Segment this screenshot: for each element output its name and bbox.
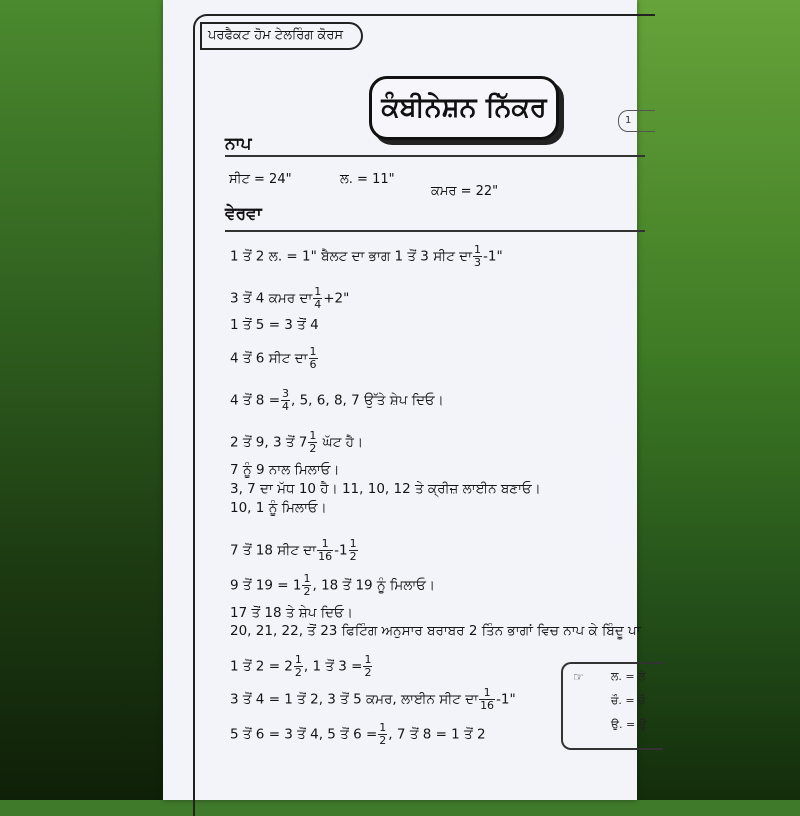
fraction <box>479 687 495 712</box>
length-measure: ਲ. = 11" <box>340 172 395 187</box>
step-text: , 18 ਤੋਂ 19 ਨੂੰ ਮਿਲਾਓ। <box>312 577 435 594</box>
step-text: 4 ਤੋਂ 8 = <box>230 392 281 409</box>
step-line <box>230 430 363 455</box>
fraction-denominator: 4 <box>282 400 290 413</box>
fraction <box>378 722 387 747</box>
fraction <box>294 654 303 679</box>
background-grass-left <box>0 0 165 800</box>
step-text: , 7 ਤੋਂ 8 = 1 ਤੋਂ 2 <box>388 726 486 743</box>
legend-item: ਉ. = ਉ <box>611 718 647 731</box>
step-text: 17 ਤੋਂ 18 ਤੇ ਸ਼ੇਪ ਦਿਓ। <box>230 605 353 621</box>
fraction-numerator: 1 <box>479 687 495 700</box>
book-page <box>163 0 647 800</box>
step-text: 10, 1 ਨੂੰ ਮਿਲਾਓ। <box>230 500 327 516</box>
fraction-denominator: 2 <box>303 585 311 598</box>
page-title: ਕੰਬੀਨੇਸ਼ਨ ਨਿੱਕਰ <box>369 76 559 140</box>
step-line <box>230 622 641 640</box>
measurements-rule <box>225 155 645 157</box>
step-line <box>230 388 444 413</box>
step-text: 1 ਤੋਂ 5 = 3 ਤੋਂ 4 <box>230 317 319 333</box>
step-text: , 1 ਤੋਂ 3 = <box>303 658 363 675</box>
fraction-numerator: 1 <box>379 721 387 734</box>
fraction-numerator: 1 <box>314 285 322 298</box>
fraction-numerator: 3 <box>282 387 290 400</box>
step-line <box>230 604 353 622</box>
fraction-denominator: 16 <box>318 550 333 563</box>
step-line <box>230 244 503 269</box>
legend-item: ਲ. = ਲੰ <box>611 670 646 683</box>
step-text: 4 ਤੋਂ 6 ਸੀਟ ਦਾ <box>230 350 308 367</box>
fraction-numerator: 1 <box>309 345 317 358</box>
step-line <box>230 499 327 517</box>
step-line <box>230 286 349 311</box>
step-line <box>230 573 435 598</box>
step-line <box>230 687 516 712</box>
step-line <box>230 722 486 747</box>
step-text: -1 <box>334 542 348 559</box>
fraction-denominator: 2 <box>379 734 387 747</box>
fraction-denominator: 3 <box>474 256 481 269</box>
fraction <box>349 538 358 563</box>
step-text: 7 ਤੋਂ 18 ਸੀਟ ਦਾ <box>230 542 317 559</box>
step-text: 1 ਤੋਂ 2 ਲ. = 1" ਬੈਲਟ ਦਾ ਭਾਗ 1 ਤੋਂ 3 ਸੀਟ ਦਾ <box>230 248 472 265</box>
details-rule <box>225 230 645 232</box>
step-text: 20, 21, 22, ਤੋਂ 23 ਫਿਟਿੰਗ ਅਨੁਸਾਰ ਬਰਾਬਰ 2 ਤਿੰਨ ਭਾਗਾਂ ਵਿਚ ਨਾਪ ਕੇ ਬਿੰਦੂ ਪਾ <box>230 623 641 639</box>
step-line <box>230 538 359 563</box>
step-text: ਘੱਟ ਹੈ। <box>318 434 364 451</box>
fraction <box>317 538 333 563</box>
fraction-denominator: 4 <box>314 298 322 311</box>
step-line <box>230 316 319 334</box>
step-text: 5 ਤੋਂ 6 = 3 ਤੋਂ 4, 5 ਤੋਂ 6 = <box>230 726 378 743</box>
step-line <box>230 461 340 479</box>
fraction-denominator: 6 <box>309 358 317 371</box>
step-text: , 5, 6, 8, 7 ਉੱਤੇ ਸ਼ੇਪ ਦਿਓ। <box>291 392 444 409</box>
step-line <box>230 480 541 498</box>
fraction-numerator: 1 <box>294 653 302 666</box>
fraction-numerator: 1 <box>309 429 317 442</box>
seat-measure: ਸੀਟ = 24" <box>229 172 292 187</box>
abbreviation-legend <box>561 662 663 750</box>
step-line <box>230 654 373 679</box>
fraction-numerator: 1 <box>364 653 372 666</box>
legend-item: ਚੌ. = ਚੌ <box>611 694 646 707</box>
waist-measure: ਕਮਰ = 22" <box>431 184 499 199</box>
fraction-denominator: 16 <box>480 699 495 712</box>
step-text: 3 ਤੋਂ 4 ਕਮਰ ਦਾ <box>230 290 313 307</box>
fraction <box>363 654 372 679</box>
fraction-denominator: 2 <box>364 666 372 679</box>
page-number-tab: 1 <box>618 110 655 132</box>
fraction-numerator: 1 <box>303 572 311 585</box>
step-text: 3 ਤੋਂ 4 = 1 ਤੋਂ 2, 3 ਤੋਂ 5 ਕਮਰ, ਲਾਈਨ ਸੀਟ ਦਾ <box>230 691 479 708</box>
step-text: +2" <box>323 290 350 307</box>
fraction-numerator: 1 <box>474 243 481 256</box>
header-tab: ਪਰਫੈਕਟ ਹੋਮ ਟੇਲਰਿੰਗ ਕੋਰਸ <box>200 22 363 50</box>
step-line <box>230 346 319 371</box>
fraction-denominator: 2 <box>309 442 317 455</box>
fraction <box>309 346 318 371</box>
fraction <box>308 430 317 455</box>
fraction <box>473 244 482 269</box>
fraction-denominator: 2 <box>294 666 302 679</box>
details-heading: ਵੇਰਵਾ <box>225 204 262 224</box>
step-text: 9 ਤੋਂ 19 = 1 <box>230 577 302 594</box>
fraction-denominator: 2 <box>349 550 357 563</box>
step-text: 2 ਤੋਂ 9, 3 ਤੋਂ 7 <box>230 434 308 451</box>
measurements-heading: ਨਾਪ <box>225 134 252 154</box>
step-text: 1 ਤੋਂ 2 = 2 <box>230 658 293 675</box>
fraction-numerator: 1 <box>317 538 333 551</box>
step-text: -1" <box>483 248 503 265</box>
step-text: 7 ਨੂੰ 9 ਨਾਲ ਮਿਲਾਓ। <box>230 462 340 478</box>
hand-pointer-icon: ☞ <box>573 670 584 684</box>
step-text: 3, 7 ਦਾ ਮੱਧ 10 ਹੈ। 11, 10, 12 ਤੇ ਕ੍ਰੀਜ਼ ਲਾਈਨ ਬਣਾਓ। <box>230 481 541 497</box>
step-text: -1" <box>496 691 516 708</box>
fraction <box>302 573 311 598</box>
fraction-numerator: 1 <box>349 537 357 550</box>
fraction <box>281 388 290 413</box>
fraction <box>313 286 322 311</box>
